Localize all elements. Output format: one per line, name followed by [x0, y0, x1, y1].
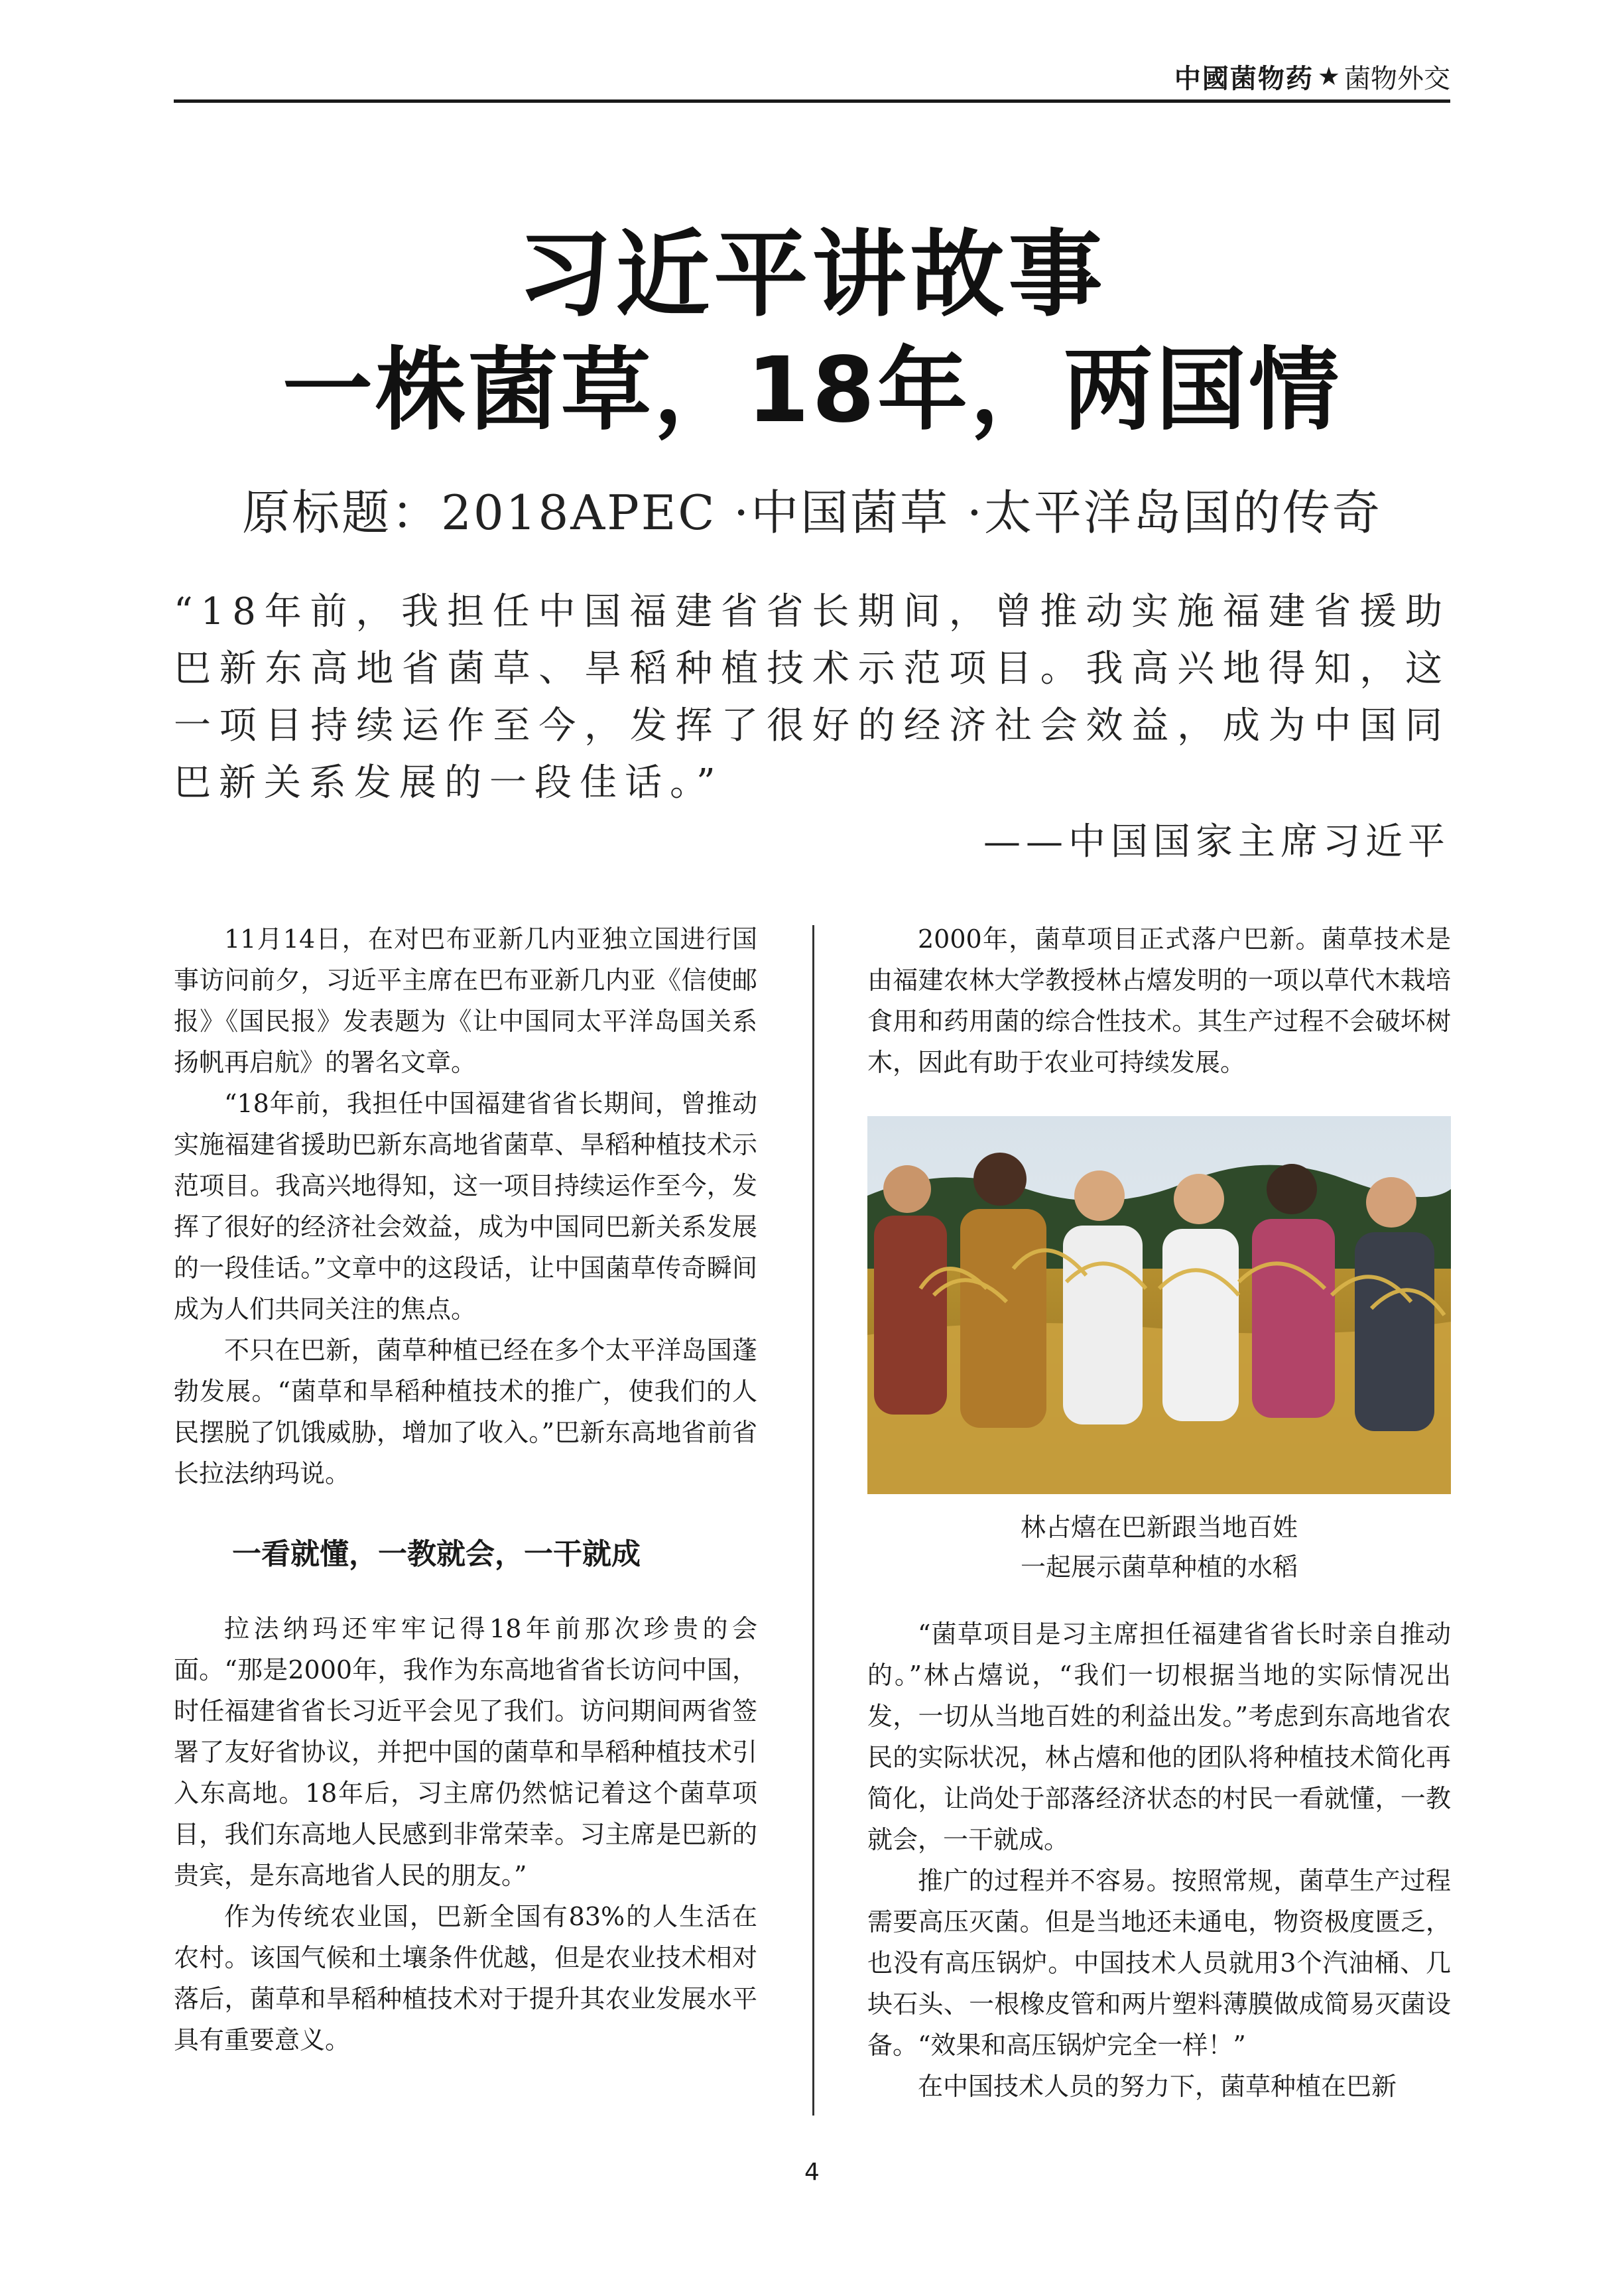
article-subtitle: 原标题：2018APEC ·中国菌草 ·太平洋岛国的传奇 [242, 485, 1382, 540]
star-icon: ★ [1317, 62, 1340, 91]
right-column [867, 918, 1451, 2107]
body-paragraph: 11月14日，在对巴布亚新几内亚独立国进行国事访问前夕，习近平主席在巴布亚新几内亚《信使邮报》《国民报》发表题为《让中国同太平洋岛国关系扬帆再启航》的署名文章。 [174, 924, 757, 1077]
body-paragraph: 在中国技术人员的努力下，菌草种植在巴新 [918, 2072, 1397, 2101]
photo-illustration [867, 1116, 1451, 1494]
running-header [174, 53, 1450, 99]
left-column [174, 918, 757, 2060]
section-label: 菌物外交 [1344, 63, 1450, 94]
caption-line: 林占熺在巴新跟当地百姓 [1020, 1513, 1298, 1542]
body-paragraph: 2000年，菌草项目正式落户巴新。菌草技术是由福建农林大学教授林占熺发明的一项以草代木栽培食用和药用菌的综合性技术。其生产过程不会破坏树木，因此有助于农业可持续发展。 [867, 924, 1451, 1077]
section-heading: 一看就懂，一教就会，一干就成 [232, 1537, 641, 1571]
column-divider [812, 925, 814, 2116]
body-paragraph: “18年前，我担任中国福建省省长期间，曾推动实施福建省援助巴新东高地省菌草、旱稻种植技术示范项目。我高兴地得知，这一项目持续运作至今，发挥了很好的经济社会效益，成为中国同巴新关系发展的一段佳话。”文章中的这段话，让中国菌草传奇瞬间成为人们共同关注的焦点。 [174, 1089, 757, 1324]
rice-field-photo [867, 1116, 1451, 1494]
magazine-brand: 中國菌物药 [1174, 62, 1314, 94]
page-number: 4 [804, 2159, 820, 2186]
body-paragraph: 不只在巴新，菌草种植已经在多个太平洋岛国蓬勃发展。“菌草和旱稻种植技术的推广，使我们的人民摆脱了饥饿威胁，增加了收入。”巴新东高地省前省长拉法纳玛说。 [174, 1336, 757, 1488]
pull-quote: “18年前，我担任中国福建省省长期间，曾推动实施福建省援助巴新东高地省菌草、旱稻种植技术示范项目。我高兴地得知，这一项目持续运作至今，发挥了很好的经济社会效益，成为中国同巴新关系发展的一段佳话。” [174, 590, 1450, 804]
header-rule [174, 99, 1450, 103]
body-paragraph: 推广的过程并不容易。按照常规，菌草生产过程需要高压灭菌。但是当地还未通电，物资极度匮乏，也没有高压锅炉。中国技术人员就用3个汽油桶、几块石头、一根橡皮管和两片塑料薄膜做成简易灭菌设备。“效果和高压锅炉完全一样！” [867, 1866, 1451, 2060]
article-title-line2: 一株菌草，18年，两国情 [282, 338, 1342, 443]
body-paragraph: “菌草项目是习主席担任福建省省长时亲自推动的。”林占熺说，“我们一切根据当地的实际情况出发，一切从当地百姓的利益出发。”考虑到东高地省农民的实际状况，林占熺和他的团队将种植技术简化再简化，让尚处于部落经济状态的村民一看就懂，一教就会，一干就成。 [867, 1619, 1451, 1854]
quote-attribution: ——中国国家主席习近平 [983, 820, 1450, 863]
caption-line: 一起展示菌草种植的水稻 [1020, 1552, 1298, 1582]
body-paragraph: 拉法纳玛还牢牢记得18年前那次珍贵的会面。“那是2000年，我作为东高地省省长访问中国，时任福建省省长习近平会见了我们。访问期间两省签署了友好省协议，并把中国的菌草和旱稻种植技术引入东高地。18年后，习主席仍然惦记着这个菌草项目，我们东高地人民感到非常荣幸。习主席是巴新的贵宾，是东高地省人民的朋友。” [174, 1614, 757, 1890]
photo-caption [867, 1507, 1451, 1587]
article-title-line1: 习近平讲故事 [517, 220, 1107, 330]
body-paragraph: 作为传统农业国，巴新全国有83%的人生活在农村。该国气候和土壤条件优越，但是农业技术相对落后，菌草和旱稻种植技术对于提升其农业发展水平具有重要意义。 [174, 1902, 757, 2055]
